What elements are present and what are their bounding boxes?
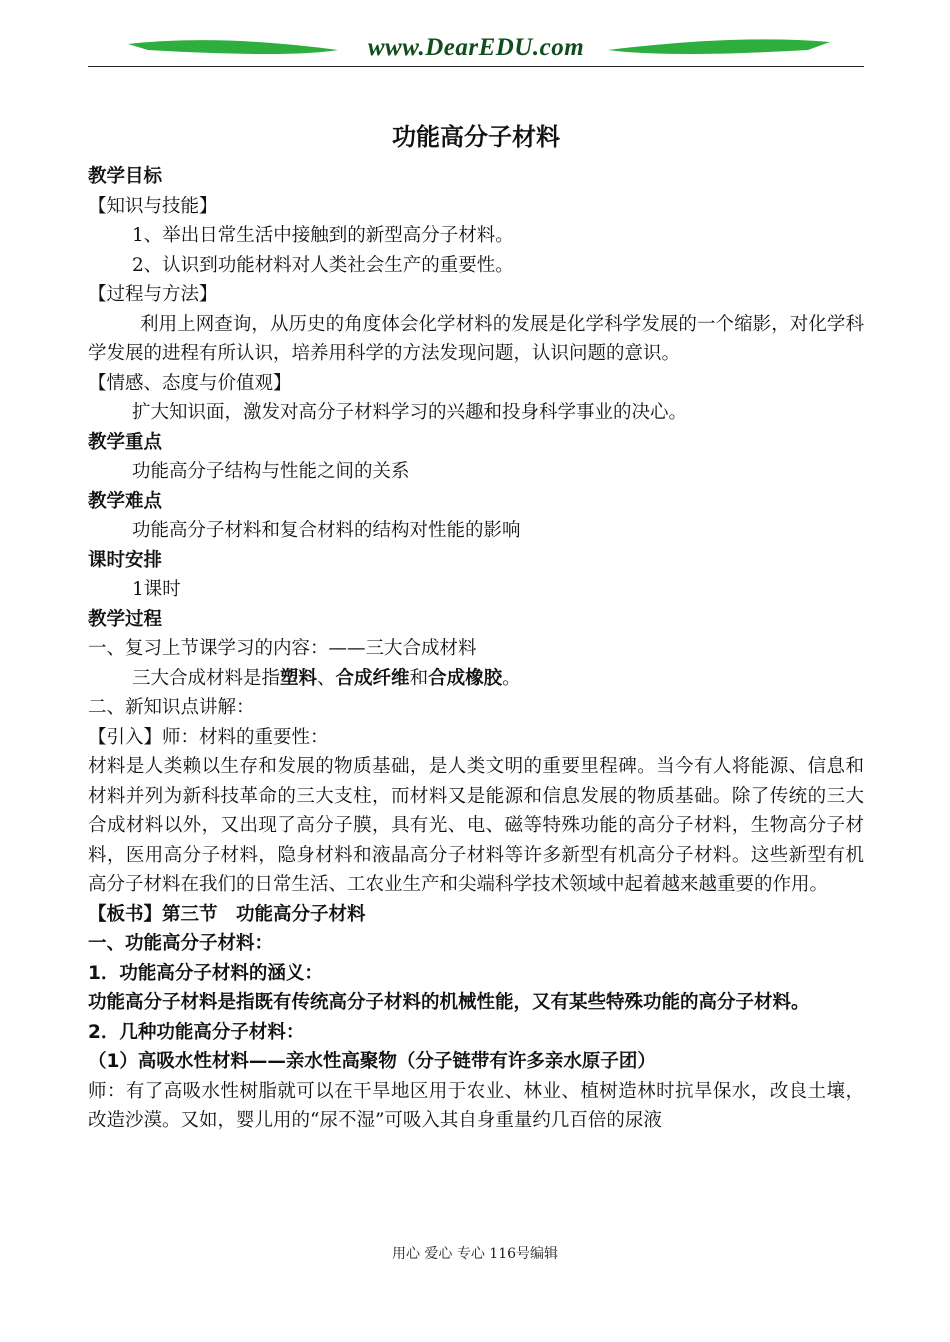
board-line: 【板书】第三节 功能高分子材料 <box>88 903 366 925</box>
section-heading-process: 教学过程 <box>88 608 163 630</box>
document-body <box>88 120 864 1136</box>
objective-item-1: 1、举出日常生活中接触到的新型高分子材料。 <box>132 225 514 246</box>
header-divider <box>88 66 864 67</box>
text-run: 和 <box>409 667 429 689</box>
bold-term-plastic: 塑料 <box>280 667 318 689</box>
review-step: 一、复习上节课学习的内容：——三大合成材料 <box>88 638 477 659</box>
subheading-process: 【过程与方法】 <box>88 284 218 305</box>
subsection-absorbent: （1）高吸水性材料——亲水性高聚物（分子链带有许多亲水原子团） <box>88 1051 656 1072</box>
subheading-knowledge: 【知识与技能】 <box>88 195 218 217</box>
subsection-definition: 1．功能高分子材料的涵义： <box>88 962 323 984</box>
subsection-types: 2．几种功能高分子材料： <box>88 1021 305 1043</box>
section-heading-objectives: 教学目标 <box>88 166 163 187</box>
site-header <box>88 28 864 76</box>
key-points-text: 功能高分子结构与性能之间的关系 <box>132 461 410 482</box>
section-heading-key-points: 教学重点 <box>88 431 163 453</box>
subheading-attitude: 【情感、态度与价值观】 <box>88 372 292 394</box>
absorbent-paragraph: 师：有了高吸水性树脂就可以在干旱地区用于农业、林业、植树造林时抗旱保水，改良土壤，改造沙漠。又如，婴儿用的“尿不湿”可吸入其自身重量约几百倍的尿液 <box>88 1080 864 1131</box>
schedule-text: 1课时 <box>132 579 181 600</box>
process-paragraph: 利用上网查询，从历史的角度体会化学材料的发展是化学科学发展的一个缩影，对化学科学发展的进程有所认识，培养用科学的方法发现问题，认识问题的意识。 <box>88 313 864 364</box>
definition-paragraph: 功能高分子材料是指既有传统高分子材料的机械性能，又有某些特殊功能的高分子材料。 <box>88 992 810 1013</box>
three-materials-line <box>88 664 864 694</box>
new-knowledge-step: 二、新知识点讲解： <box>88 697 255 718</box>
attitude-item: 扩大知识面，激发对高分子材料学习的兴趣和投身科学事业的决心。 <box>132 402 688 423</box>
document-title: 功能高分子材料 <box>392 123 560 151</box>
materials-paragraph: 材料是人类赖以生存和发展的物质基础，是人类文明的重要里程碑。当今有人将能源、信息和材料并列为新科技革命的三大支柱，而材料又是能源和信息发展的物质基础。除了传统的三大合成材料以外，又出现了高分子膜，具有光、电、磁等特殊功能的高分子材料，生物高分子材料，医用高分子材料，隐身材料和液晶高分子材料等许多新型有机高分子材料。这些新型有机高分子材料在我们的日常生活、工农业生产和尖端科学技术领域中起着越来越重要的作用。 <box>88 756 864 895</box>
text-run: 三大合成材料是指 <box>132 667 281 689</box>
text-run: 、 <box>317 667 336 689</box>
subsection-functional-materials: 一、功能高分子材料： <box>88 933 274 954</box>
section-heading-schedule: 课时安排 <box>88 549 163 571</box>
bold-term-fiber: 合成纤维 <box>335 667 410 689</box>
text-run: 。 <box>502 667 521 689</box>
objective-item-2: 2、认识到功能材料对人类社会生产的重要性。 <box>132 254 514 276</box>
intro-line: 【引入】师：材料的重要性： <box>88 726 329 748</box>
site-logo-text: www.DearEDU.com <box>367 34 585 61</box>
section-heading-difficulties: 教学难点 <box>88 490 163 512</box>
page-footer: 用心 爱心 专心 116号编辑 <box>391 1246 559 1262</box>
bold-term-rubber: 合成橡胶 <box>428 667 503 689</box>
difficulties-text: 功能高分子材料和复合材料的结构对性能的影响 <box>132 520 521 541</box>
